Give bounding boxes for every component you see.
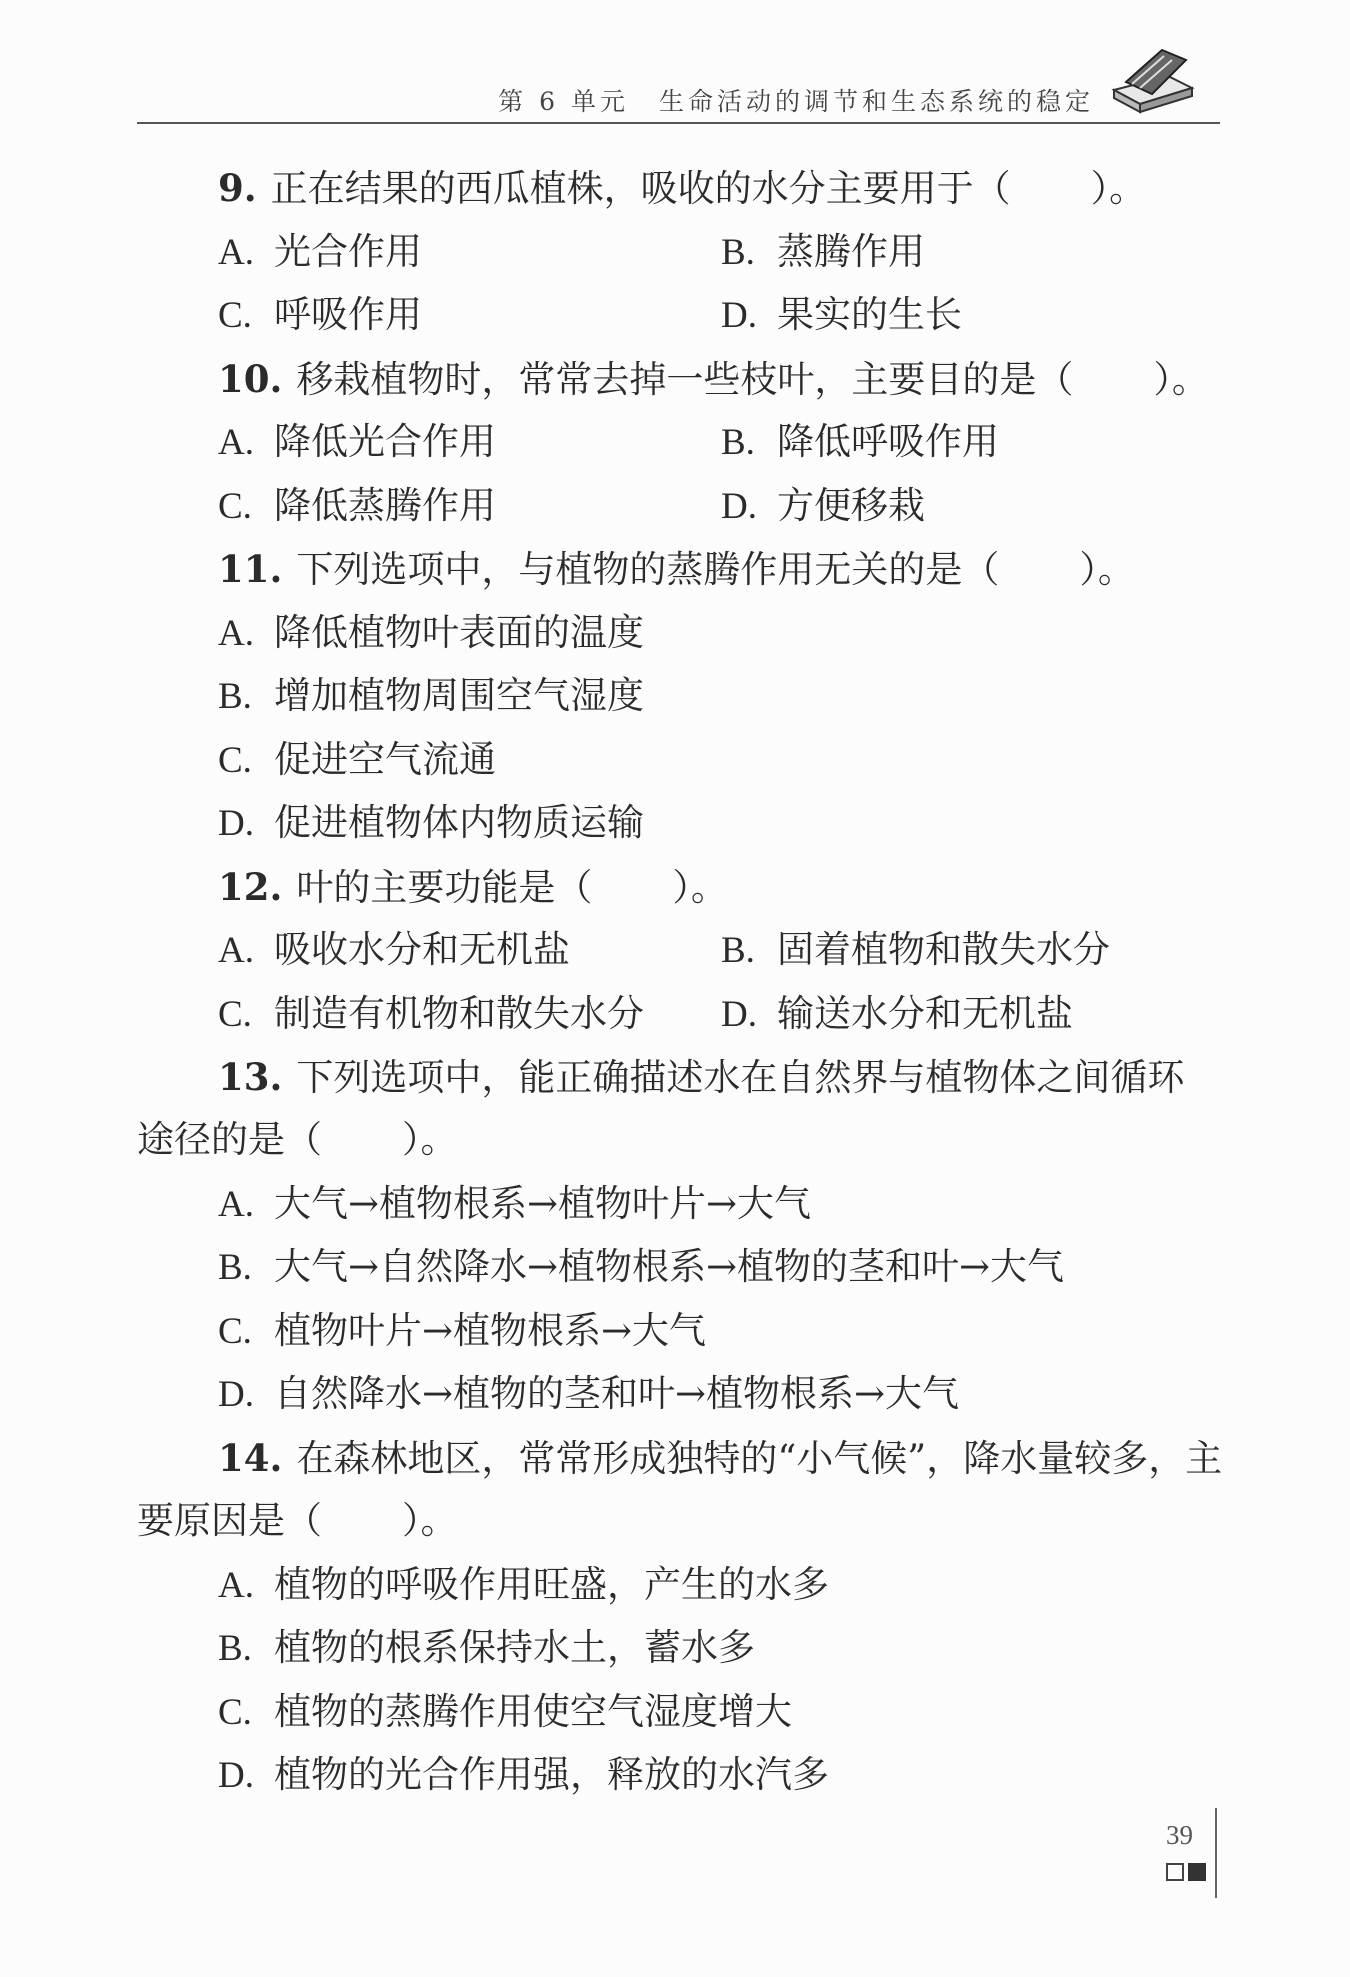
question-13-option-d: [218, 1372, 959, 1417]
option-letter: B.: [721, 930, 755, 971]
option-letter: D.: [218, 1755, 254, 1796]
option-text: 植物叶片→植物根系→大气: [274, 1309, 707, 1352]
question-12-stem: [218, 865, 728, 910]
question-10-option-c: [218, 484, 496, 529]
question-9-option-b: [721, 230, 925, 275]
question-14-stem-continued: [137, 1499, 458, 1543]
question-number: 14.: [218, 1436, 283, 1480]
question-text: 下列选项中，能正确描述水在自然界与植物体之间循环: [296, 1056, 1185, 1099]
option-letter: C.: [218, 1311, 252, 1352]
option-letter: B.: [218, 1628, 252, 1669]
footer-rule: [1215, 1808, 1217, 1898]
question-number: 10.: [218, 357, 283, 401]
question-number: 9.: [218, 166, 257, 210]
option-text: 降低蒸腾作用: [274, 484, 496, 527]
question-text: 正在结果的西瓜植株，吸收的水分主要用于（: [270, 167, 1011, 210]
question-text: 在森林地区，常常形成独特的“小气候”，降水量较多，主: [296, 1437, 1223, 1480]
header-text: [498, 82, 1094, 118]
option-text: 降低光合作用: [274, 420, 496, 463]
question-text: 叶的主要功能是（: [296, 866, 593, 909]
option-text: 植物的光合作用强，释放的水汽多: [274, 1753, 829, 1796]
question-9-option-a: [218, 230, 422, 275]
option-letter: D.: [721, 994, 757, 1035]
option-letter: D.: [721, 295, 757, 336]
question-11-option-d: [218, 801, 644, 846]
option-letter: B.: [218, 1247, 252, 1288]
question-text-end: ）。: [1079, 548, 1135, 591]
question-text-end: ）。: [402, 1118, 458, 1161]
option-letter: D.: [218, 1374, 254, 1415]
question-10-option-d: [721, 484, 925, 529]
question-10-stem: [218, 357, 1209, 402]
question-number: 12.: [218, 865, 283, 909]
option-letter: C.: [218, 740, 252, 781]
option-text: 植物的蒸腾作用使空气湿度增大: [274, 1690, 792, 1733]
question-text-end: ）。: [672, 866, 728, 909]
question-10-option-b: [721, 420, 999, 465]
option-text: 降低呼吸作用: [777, 420, 999, 463]
option-letter: B.: [218, 676, 252, 717]
option-text: 促进空气流通: [274, 738, 496, 781]
option-text: 光合作用: [274, 230, 422, 273]
question-9-stem: [218, 166, 1146, 211]
option-letter: D.: [218, 803, 254, 844]
question-14-option-d: [218, 1753, 829, 1798]
option-text: 输送水分和无机盐: [777, 992, 1073, 1035]
option-text: 大气→植物根系→植物叶片→大气: [274, 1182, 812, 1225]
question-12-option-b: [721, 928, 1110, 973]
option-text: 植物的呼吸作用旺盛，产生的水多: [274, 1563, 829, 1606]
option-text: 降低植物叶表面的温度: [274, 611, 644, 654]
option-letter: B.: [721, 232, 755, 273]
option-text: 蒸腾作用: [777, 230, 925, 273]
question-12-option-a: [218, 928, 570, 973]
question-12-option-d: [721, 992, 1073, 1037]
option-letter: C.: [218, 295, 252, 336]
question-13-stem: [218, 1055, 1184, 1100]
question-11-option-c: [218, 738, 496, 783]
question-13-option-b: [218, 1245, 1064, 1290]
question-13-option-c: [218, 1309, 706, 1354]
option-letter: A.: [218, 1184, 254, 1225]
option-letter: C.: [218, 1692, 252, 1733]
option-text: 呼吸作用: [274, 293, 422, 336]
option-letter: C.: [218, 486, 252, 527]
question-text-continued: 要原因是（: [137, 1499, 322, 1542]
header-rule: [137, 122, 1220, 124]
question-text-continued: 途径的是（: [137, 1118, 322, 1161]
question-text: 下列选项中，与植物的蒸腾作用无关的是（: [296, 548, 1000, 591]
question-9-option-d: [721, 293, 962, 338]
option-text: 促进植物体内物质运输: [274, 801, 644, 844]
option-letter: D.: [721, 486, 757, 527]
option-letter: A.: [218, 613, 254, 654]
option-letter: A.: [218, 1565, 254, 1606]
question-9-option-c: [218, 293, 422, 338]
question-13-stem-continued: [137, 1118, 458, 1162]
question-text: 移栽植物时，常常去掉一些枝叶，主要目的是（: [296, 358, 1074, 401]
option-text: 吸收水分和无机盐: [274, 928, 570, 971]
option-letter: B.: [721, 422, 755, 463]
question-14-stem: [218, 1436, 1222, 1481]
option-text: 方便移栽: [777, 484, 925, 527]
header-title: 生命活动的调节和生态系统的稳定: [658, 87, 1094, 116]
option-letter: A.: [218, 232, 254, 273]
option-letter: A.: [218, 930, 254, 971]
question-text-end: ）。: [1090, 167, 1147, 210]
option-text: 植物的根系保持水土，蓄水多: [274, 1626, 755, 1669]
question-14-option-c: [218, 1690, 792, 1735]
running-header: [137, 68, 1220, 124]
question-number: 13.: [218, 1055, 283, 1099]
option-letter: C.: [218, 994, 252, 1035]
question-14-option-a: [218, 1563, 829, 1608]
option-text: 果实的生长: [777, 293, 962, 336]
option-text: 自然降水→植物的茎和叶→植物根系→大气: [274, 1372, 960, 1415]
question-10-option-a: [218, 420, 496, 465]
question-11-option-a: [218, 611, 644, 656]
question-14-option-b: [218, 1626, 755, 1671]
option-text: 大气→自然降水→植物根系→植物的茎和叶→大气: [274, 1245, 1065, 1288]
question-number: 11.: [218, 547, 283, 591]
page-number: 39: [1166, 1820, 1193, 1850]
question-11-option-b: [218, 674, 644, 719]
question-11-stem: [218, 547, 1135, 592]
question-text-end: ）。: [402, 1499, 458, 1542]
question-text-end: ）。: [1153, 358, 1209, 401]
option-letter: A.: [218, 422, 254, 463]
option-text: 制造有机物和散失水分: [274, 992, 644, 1035]
header-unit: 第 6 单元: [498, 87, 629, 116]
option-text: 增加植物周围空气湿度: [274, 674, 644, 717]
page-marker-open-square-icon: [1166, 1863, 1184, 1881]
option-text: 固着植物和散失水分: [777, 928, 1110, 971]
page-marker-filled-square-icon: [1188, 1863, 1206, 1881]
book-stack-icon: [1106, 38, 1198, 118]
question-12-option-c: [218, 992, 644, 1037]
question-13-option-a: [218, 1182, 811, 1227]
